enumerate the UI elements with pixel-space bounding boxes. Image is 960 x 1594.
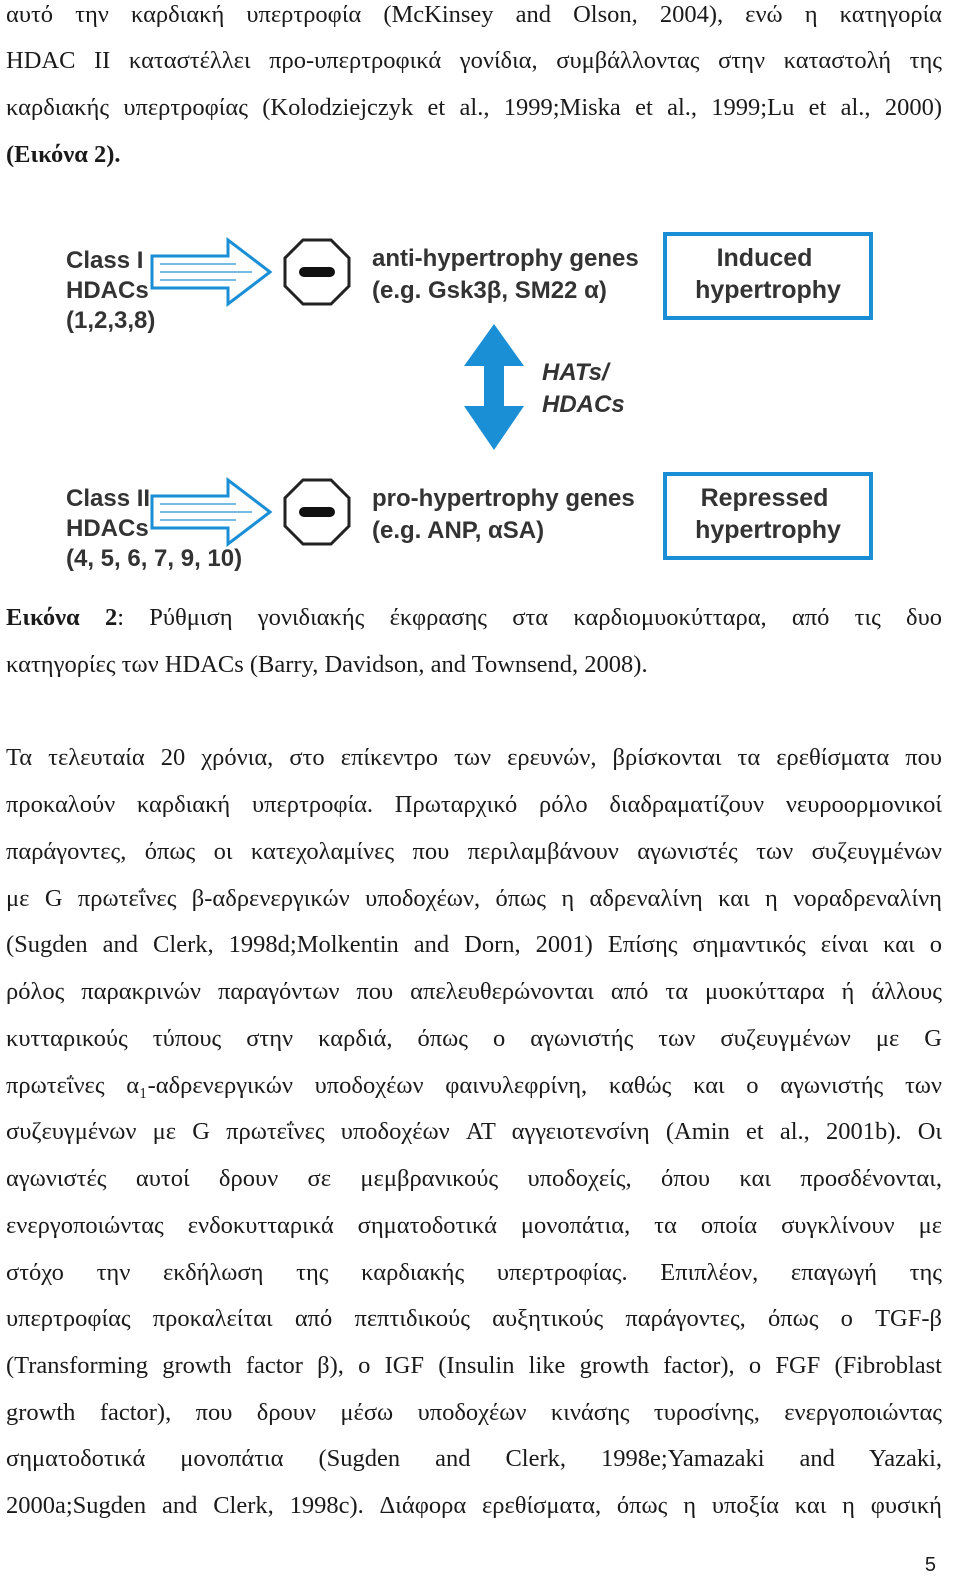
inhibition-icon	[285, 480, 349, 544]
body-line-13: υπερτροφίας προκαλείται από πεπτιδικούς αυξητικούς παράγοντες, όπως ο TGF-β	[6, 1305, 942, 1332]
class1-text: Class I HDACs (1,2,3,8)	[66, 247, 156, 334]
body-line-12: στόχο την εκδήλωση της καρδιακής υπερτροφίας. Επιπλέον, επαγωγή της	[6, 1259, 942, 1286]
body-line-3: παράγοντες, όπως οι κατεχολαμίνες που περιλαμβάνουν αγωνιστές των συζευγμένων	[6, 838, 942, 865]
body-line-14: (Transforming growth factor β), ο IGF (Insulin like growth factor), ο FGF (Fibroblast	[6, 1352, 942, 1379]
box2-text: Repressed hypertrophy	[695, 484, 841, 544]
body-line-1: Τα τελευταία 20 χρόνια, στο επίκεντρο των ερευνών, βρίσκονται τα ερεθίσματα που	[6, 744, 942, 771]
hats-hdacs-text: HATs/ HDACs	[542, 359, 625, 418]
intro-line-2: HDAC II καταστέλλει προ-υπερτροφικά γονίδια, συμβάλλοντας στην καταστολή της	[6, 47, 942, 74]
body-line-10: αγωνιστές αυτοί δρουν σε μεμβρανικούς υποδοχείς, όπου και προσδένονται,	[6, 1165, 942, 1192]
genes1-text: anti-hypertrophy genes (e.g. Gsk3β, SM22 α)	[372, 245, 639, 304]
intro-line-1: αυτό την καρδιακή υπερτροφία (McKinsey and Olson, 2004), ενώ η κατηγορία	[6, 1, 942, 28]
caption-text: : Ρύθμιση γονιδιακής έκφρασης στα καρδιομυοκύτταρα, από τις δυο	[117, 604, 942, 631]
body-line-4: με G πρωτεΐνες β-αδρενεργικών υποδοχέων, όπως η αδρεναλίνη και η νοραδρεναλίνη	[6, 885, 942, 912]
body-line-9: συζευγμένων με G πρωτεΐνες υποδοχέων AT αγγειοτενσίνη (Amin et al., 2001b). Οι	[6, 1118, 942, 1145]
body-line-16: σηματοδοτικά μονοπάτια (Sugden and Clerk, 1998e;Yamazaki and Yazaki,	[6, 1445, 942, 1472]
figure-caption-line-2: κατηγορίες των HDACs (Barry, Davidson, and Townsend, 2008).	[6, 651, 648, 678]
page-number: 5	[924, 1554, 936, 1576]
body-line-17: 2000a;Sugden and Clerk, 1998c). Διάφορα ερεθίσματα, όπως η υποξία και η φυσική	[6, 1492, 942, 1519]
body-line-7: κυτταρικούς τύπους στην καρδιά, όπως ο αγωνιστής των συζευγμένων με G	[6, 1025, 942, 1052]
hdac-regulation-figure	[0, 220, 960, 590]
body-line-5: (Sugden and Clerk, 1998d;Molkentin and Dorn, 2001) Επίσης σημαντικός είναι και ο	[6, 931, 942, 958]
body-line-15: growth factor), που δρουν μέσω υποδοχέων κινάσης τυροσίνης, ενεργοποιώντας	[6, 1399, 942, 1426]
box1-text: Induced hypertrophy	[695, 244, 841, 304]
double-arrow-icon	[464, 324, 524, 450]
intro-line-3: καρδιακής υπερτροφίας (Kolodziejczyk et al., 1999;Miska et al., 1999;Lu et al., 2000)	[6, 94, 942, 121]
body-line-8: πρωτεΐνες α₁-αδρενεργικών υποδοχέων φαινυλεφρίνη, καθώς και ο αγωνιστής των	[6, 1072, 942, 1099]
inhibition-icon	[285, 240, 349, 304]
body-line-11: ενεργοποιώντας ενδοκυτταρικά σηματοδοτικά μονοπάτια, τα οποία συγκλίνουν με	[6, 1212, 942, 1239]
figure-caption-line-1	[6, 603, 942, 633]
body-line-6: ρόλος παρακρινών παραγόντων που απελευθερώνονται από τα μυοκύτταρα ή άλλους	[6, 978, 942, 1005]
body-line-2: προκαλούν καρδιακή υπερτροφία. Πρωταρχικό ρόλο διαδραματίζουν νευροορμονικοί	[6, 791, 942, 818]
class2-text: Class II HDACs (4, 5, 6, 7, 9, 10)	[66, 485, 243, 572]
genes2-text: pro-hypertrophy genes (e.g. ANP, αSA)	[372, 485, 635, 544]
caption-label: Εικόνα 2	[6, 604, 118, 631]
intro-line-4: (Εικόνα 2).	[6, 141, 121, 168]
